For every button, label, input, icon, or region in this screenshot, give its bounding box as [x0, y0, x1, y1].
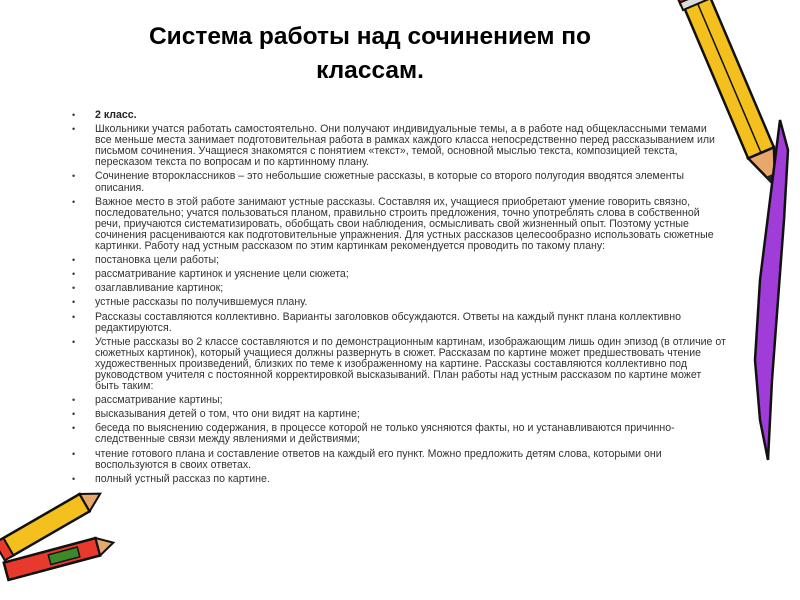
bullet-text: чтение готового плана и составление ответов на каждый его пункт. Можно предложить детям слова, которыми они воспользуются в своих ответах.: [95, 447, 662, 471]
bullet-text: Рассказы составляются коллективно. Варианты заголовков обсуждаются. Ответы на каждый пункт плана коллективно редактируются.: [95, 310, 681, 334]
bullet-text: полный устный рассказ по картине.: [95, 472, 270, 485]
bullet-text: рассматривание картины;: [95, 394, 223, 407]
bullet-item: [72, 124, 726, 168]
bullet-dot-icon: •: [72, 297, 76, 308]
bullet-dot-icon: •: [72, 124, 76, 135]
bullet-dot-icon: •: [72, 255, 76, 266]
bullet-text: Устные рассказы во 2 классе составляются и по демонстрационным картинам, изображающим лишь один эпизод (в отличие от сюжетных картинок), который учащиеся должны развернуть в сюжет. Рассказам по картине может предшествовать чтение художественных произведений, близких по теме к изображенному на картине. Рассказы составляются коллективно под руководством учителя с постоянной корректировкой высказываний. План работы над устным рассказом по картине может быть таким:: [95, 335, 726, 393]
bullet-text: рассматривание картинок и уяснение цели сюжета;: [95, 268, 349, 281]
slide-title-line-2: классам.: [316, 57, 424, 84]
bullet-dot-icon: •: [72, 448, 76, 459]
bullet-item: [72, 337, 726, 392]
bullet-dot-icon: •: [72, 110, 76, 120]
slide-title: [60, 20, 680, 88]
bullet-dot-icon: •: [72, 395, 76, 406]
bullet-list: [72, 110, 726, 488]
bullet-item: [72, 474, 726, 485]
bullet-item: [72, 395, 726, 406]
pencils-clipart-icon: [0, 480, 120, 600]
bullet-item: [72, 449, 726, 471]
bullet-item: [72, 110, 726, 121]
bullet-text: постановка цели работы;: [95, 254, 220, 267]
bullet-item: [72, 312, 726, 334]
bullet-item: [72, 409, 726, 420]
slide-title-line-1: Система работы над сочинением по: [148, 23, 592, 50]
bullet-dot-icon: •: [72, 423, 76, 434]
bullet-dot-icon: •: [72, 171, 76, 182]
bullet-item: [72, 297, 726, 308]
bullet-dot-icon: •: [72, 311, 76, 322]
bullet-item: [72, 423, 726, 445]
bullet-item: [72, 269, 726, 280]
bullet-text: устные рассказы по получившемуся плану.: [95, 296, 308, 309]
bullet-text: Школьники учатся работать самостоятельно. Они получают индивидуальные темы, а в работе над общеклассными темами все меньше места занимает подготовительная работа в рамках каждого класса непосредственно перед рассказыванием или письмом сочинения. Учащиеся знакомятся с понятием «текст», темой, основной мыслью текста, композицией текста, пересказом текста по вопросам и по картинному плану.: [95, 123, 715, 169]
bullet-item: [72, 255, 726, 266]
bullet-text: 2 класс.: [95, 109, 137, 121]
bullet-dot-icon: •: [72, 269, 76, 280]
bullet-dot-icon: •: [72, 473, 76, 484]
bullet-item: [72, 171, 726, 193]
bullet-text: высказывания детей о том, что они видят на картине;: [95, 408, 360, 421]
bullet-item: [72, 197, 726, 252]
pencil-clipart-icon: [660, 0, 800, 600]
bullet-dot-icon: •: [72, 336, 76, 347]
bullet-text: Важное место в этой работе занимают устные рассказы. Составляя их, учащиеся приобретают умение говорить связно, последовательно; учатся пользоваться планом, правильно строить предложения, точно употреблять слова в собственной речи, приучаются систематизировать, обобщать свои наблюдения, осмысливать свой жизненный опыт. Поэтому устные сочинения расцениваются как подготовительные упражнения. Для устных рассказов целесообразно использовать сюжетные картинки. Работу над устным рассказом по этим картинкам рекомендуется проводить по такому плану:: [95, 195, 714, 253]
bullet-dot-icon: •: [72, 196, 76, 207]
bullet-dot-icon: •: [72, 409, 76, 420]
bullet-text: беседа по выяснению содержания, в процессе которой не только уясняются факты, но и устанавливаются причинно-следственные связи между явлениями и действиями;: [95, 422, 675, 446]
bullet-item: [72, 283, 726, 294]
bullet-text: Сочинение второклассников – это небольшие сюжетные рассказы, в которые со второго полугодия вводятся элементы описания.: [95, 170, 685, 194]
bullet-dot-icon: •: [72, 283, 76, 294]
bullet-text: озаглавливание картинок;: [95, 282, 224, 295]
